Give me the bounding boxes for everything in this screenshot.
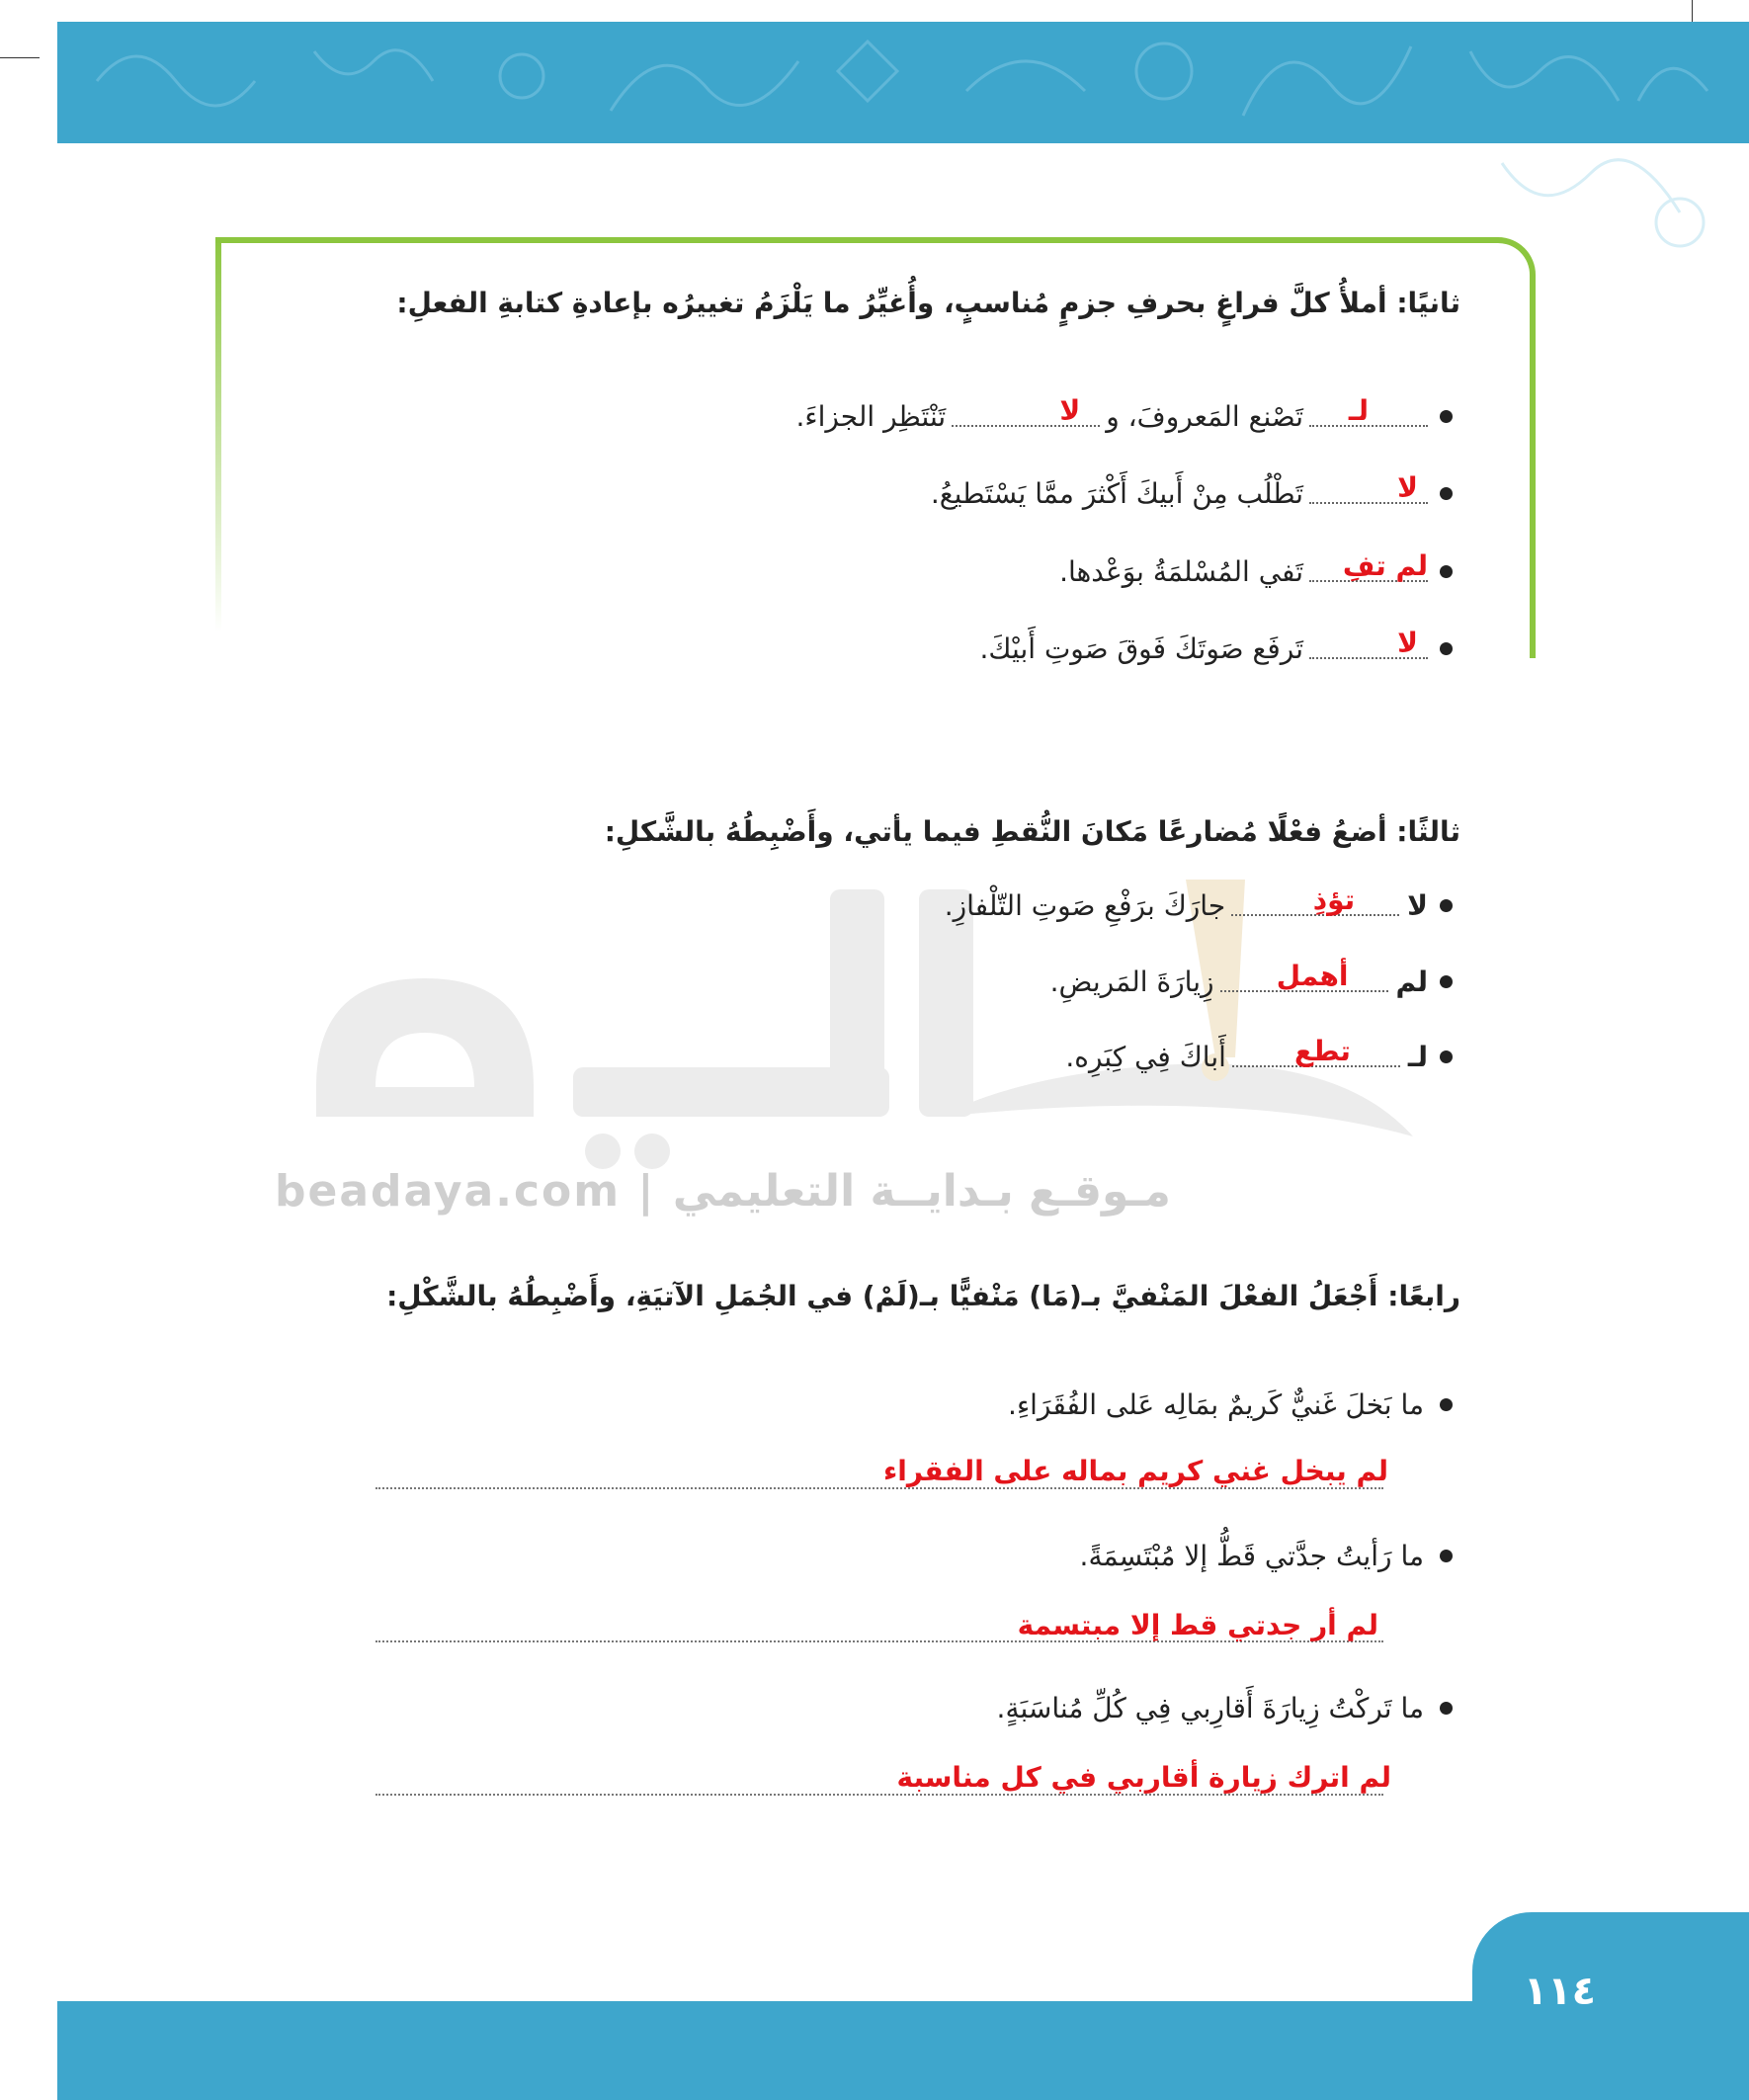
answer-text: تطع xyxy=(1293,1035,1351,1067)
bullet-icon xyxy=(1440,1550,1453,1562)
section3-item-2 xyxy=(1049,960,1453,998)
sentence-text: زِيارَةَ المَريضِ. xyxy=(1049,966,1214,998)
answer-text: لم أر جدتي قط إلا مبتسمة xyxy=(1017,1609,1378,1641)
watermark-text: beadaya.com | مـوقـع بـدايــة التعليمي xyxy=(275,1166,1171,1217)
answer-text: لا xyxy=(1059,394,1081,427)
sentence-text: ما بَخلَ غَنيٌّ كَريمٌ بمَالِه عَلى الفُقَرَاءِ. xyxy=(1008,1388,1424,1421)
answer-text: أهمل xyxy=(1276,960,1349,992)
bullet-icon xyxy=(1440,899,1453,912)
answer-text: لم تفِ xyxy=(1342,549,1428,582)
calligraphy-pattern xyxy=(57,22,1749,143)
sentence-text: تَفي المُسْلمَةُ بوَعْدها. xyxy=(1059,555,1303,588)
section3-item-3 xyxy=(1065,1035,1453,1073)
blank-field[interactable] xyxy=(1220,960,1388,992)
bullet-icon xyxy=(1440,642,1453,655)
sentence-text: أَباكَ فِي كِبَرِه. xyxy=(1065,1041,1226,1073)
bullet-icon xyxy=(1440,1398,1453,1411)
section-frame-edge xyxy=(215,237,221,632)
bullet-icon xyxy=(1440,487,1453,500)
footer-band xyxy=(57,2001,1749,2100)
section4-item-2 xyxy=(1080,1540,1453,1572)
sentence-text: تَطْلُب مِنْ أَبيكَ أَكْثرَ ممَّا يَسْتَطيعُ. xyxy=(930,477,1303,510)
blank-field[interactable] xyxy=(1309,549,1428,582)
blank-field[interactable] xyxy=(1232,1035,1400,1067)
section3-item-1 xyxy=(944,883,1453,922)
prefix-text: لـ xyxy=(1407,1041,1428,1073)
sentence-text: ما تَركْتُ زِيارَةَ أَقارِبي فِي كُلِّ مُناسَبَةٍ. xyxy=(996,1692,1424,1724)
sentence-text: تَرفَع صَوتَكَ فَوقَ صَوتِ أَبيْكَ. xyxy=(979,632,1303,665)
answer-field[interactable] xyxy=(375,1794,1383,1796)
section3-heading: ثالثًا: أضعُ فعْلًا مُضارعًا مَكانَ النُّقطِ فيما يأتي، وأَضْبِطُهُ بالشَّكلِ: xyxy=(604,815,1460,848)
answer-text: لا xyxy=(1397,627,1418,659)
blank-field[interactable] xyxy=(1231,883,1399,916)
section4-item-3 xyxy=(997,1692,1453,1724)
page-number-tab xyxy=(1472,1912,1749,2002)
answer-text: لم يبخل غني كريم بماله على الفقراء xyxy=(882,1455,1388,1487)
answer-text: لـ xyxy=(1348,394,1369,427)
blank-field[interactable] xyxy=(952,394,1100,427)
section2-item-2 xyxy=(930,471,1453,510)
sentence-text: تَنْتَظِر الجزاءَ. xyxy=(795,400,947,433)
header-band xyxy=(57,22,1749,143)
answer-text: لا xyxy=(1397,471,1418,504)
bullet-icon xyxy=(1440,1050,1453,1063)
section4-heading: رابعًا: أَجْعَلُ الفعْلَ المَنْفيَّ بـ(مَا) مَنْفيًّا بـ(لَمْ) في الجُمَلِ الآتيَةِ، وأَضْبِطُهُ بالشَّكْلِ: xyxy=(386,1280,1460,1312)
bullet-icon xyxy=(1440,410,1453,423)
prefix-text: لا xyxy=(1407,889,1428,922)
section2-heading: ثانيًا: أملأُ كلَّ فراغٍ بحرفِ جزمٍ مُناسبٍ، وأُغيِّرُ ما يَلْزَمُ تغييرُه بإعادةِ كتابةِ الفعلِ: xyxy=(396,287,1460,319)
page-number: ١١٤ xyxy=(1523,1969,1596,2014)
answer-field[interactable] xyxy=(375,1487,1383,1489)
section2-item-1 xyxy=(795,394,1454,433)
section2-item-3 xyxy=(1059,549,1453,588)
section4-item-1 xyxy=(1008,1388,1453,1421)
bullet-icon xyxy=(1440,1702,1453,1715)
answer-text: تؤذِ xyxy=(1312,883,1356,916)
crop-mark xyxy=(0,57,40,58)
sentence-text: جارَكَ برَفْعِ صَوتِ التّلْفازِ. xyxy=(944,889,1226,922)
prefix-text: لم xyxy=(1395,966,1428,998)
blank-field[interactable] xyxy=(1309,471,1428,504)
bullet-icon xyxy=(1440,565,1453,578)
blank-field[interactable] xyxy=(1309,394,1428,427)
bullet-icon xyxy=(1440,975,1453,988)
blank-field[interactable] xyxy=(1309,627,1428,659)
section2-item-4 xyxy=(979,627,1453,665)
sentence-text: ما رَأيتُ جدَّتي قَطُّ إلا مُبْتَسِمَةً. xyxy=(1079,1540,1424,1572)
sentence-text: تَصْنع المَعروفَ، و xyxy=(1106,400,1303,433)
answer-text: لم اترك زيارة أقاربي في كل مناسبة xyxy=(896,1761,1391,1794)
